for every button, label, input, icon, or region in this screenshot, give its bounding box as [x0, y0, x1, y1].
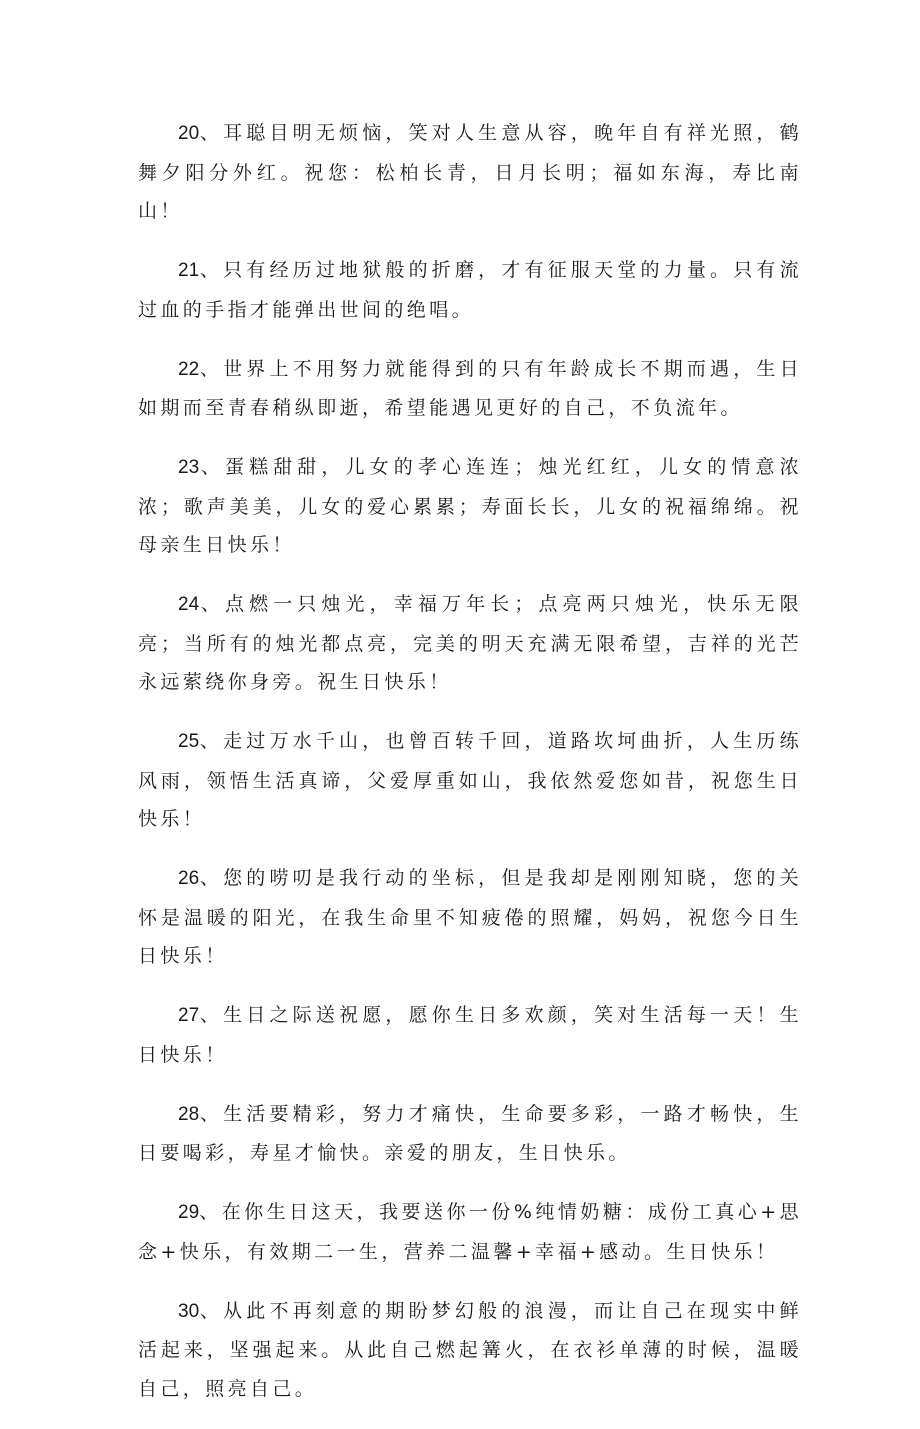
paragraph-text: 、从此不再刻意的期盼梦幻般的浪漫，而让自己在现实中鲜活起来，坚强起来。从此自己燃起篝火，在衣衫单薄的时候，温暖自己，照亮自己。 — [138, 1299, 802, 1400]
paragraph-25 — [138, 722, 802, 839]
paragraph-number: 27 — [178, 1005, 200, 1026]
paragraph-27 — [138, 996, 802, 1074]
paragraph-28 — [138, 1095, 802, 1173]
paragraph-number: 24 — [178, 594, 200, 615]
paragraph-text: 、生活要精彩，努力才痛快，生命要多彩，一路才畅快，生日要喝彩，寿星才愉快。亲爱的朋友，生日快乐。 — [138, 1102, 802, 1164]
paragraph-29 — [138, 1193, 802, 1271]
paragraph-24 — [138, 585, 802, 702]
paragraph-number: 28 — [178, 1103, 200, 1125]
paragraph-21 — [138, 251, 802, 329]
paragraph-number: 29 — [178, 1202, 200, 1223]
paragraph-number: 25 — [178, 731, 200, 752]
paragraph-text: 、世界上不用努力就能得到的只有年龄成长不期而遇，生日如期而至青春稍纵即逝，希望能遇见更好的自己，不负流年。 — [138, 357, 802, 419]
paragraph-number: 26 — [178, 868, 200, 889]
paragraph-text: 、生日之际送祝愿，愿你生日多欢颜，笑对生活每一天！生日快乐！ — [138, 1004, 802, 1066]
paragraph-number: 30 — [178, 1300, 200, 1322]
paragraph-number: 22 — [178, 358, 200, 380]
paragraph-text: 、耳聪目明无烦恼，笑对人生意从容，晚年自有祥光照，鹤舞夕阳分外红。祝您：松柏长青，日月长明；福如东海，寿比南山！ — [138, 122, 802, 222]
paragraph-20 — [138, 114, 802, 231]
paragraph-text: 、蛋糕甜甜，儿女的孝心连连；烛光红红，儿女的情意浓浓；歌声美美，儿女的爱心累累；寿面长长，儿女的祝福绵绵。祝母亲生日快乐！ — [138, 456, 802, 556]
paragraph-26 — [138, 859, 802, 976]
paragraph-number: 23 — [178, 457, 200, 478]
paragraph-text: 、走过万水千山，也曾百转千回，道路坎坷曲折，人生历练风雨，领悟生活真谛，父爱厚重如山，我依然爱您如昔，祝您生日快乐！ — [138, 730, 802, 830]
document-body — [138, 114, 802, 1429]
paragraph-text: 、在你生日这天，我要送你一份%纯情奶糖：成份工真心+思念+快乐，有效期二一生，营养二温馨+幸福+感动。生日快乐！ — [138, 1201, 802, 1263]
paragraph-text: 、您的唠叨是我行动的坐标，但是我却是刚刚知晓，您的关怀是温暖的阳光，在我生命里不知疲倦的照耀，妈妈，祝您今日生日快乐！ — [138, 867, 802, 967]
paragraph-23 — [138, 448, 802, 565]
paragraph-number: 20 — [178, 123, 200, 144]
paragraph-text: 、只有经历过地狱般的折磨，才有征服天堂的力量。只有流过血的手指才能弹出世间的绝唱。 — [138, 259, 802, 321]
paragraph-number: 21 — [178, 260, 200, 281]
paragraph-22 — [138, 350, 802, 428]
paragraph-30 — [138, 1292, 802, 1409]
paragraph-text: 、点燃一只烛光，幸福万年长；点亮两只烛光，快乐无限亮；当所有的烛光都点亮，完美的明天充满无限希望，吉祥的光芒永远萦绕你身旁。祝生日快乐！ — [138, 593, 802, 693]
